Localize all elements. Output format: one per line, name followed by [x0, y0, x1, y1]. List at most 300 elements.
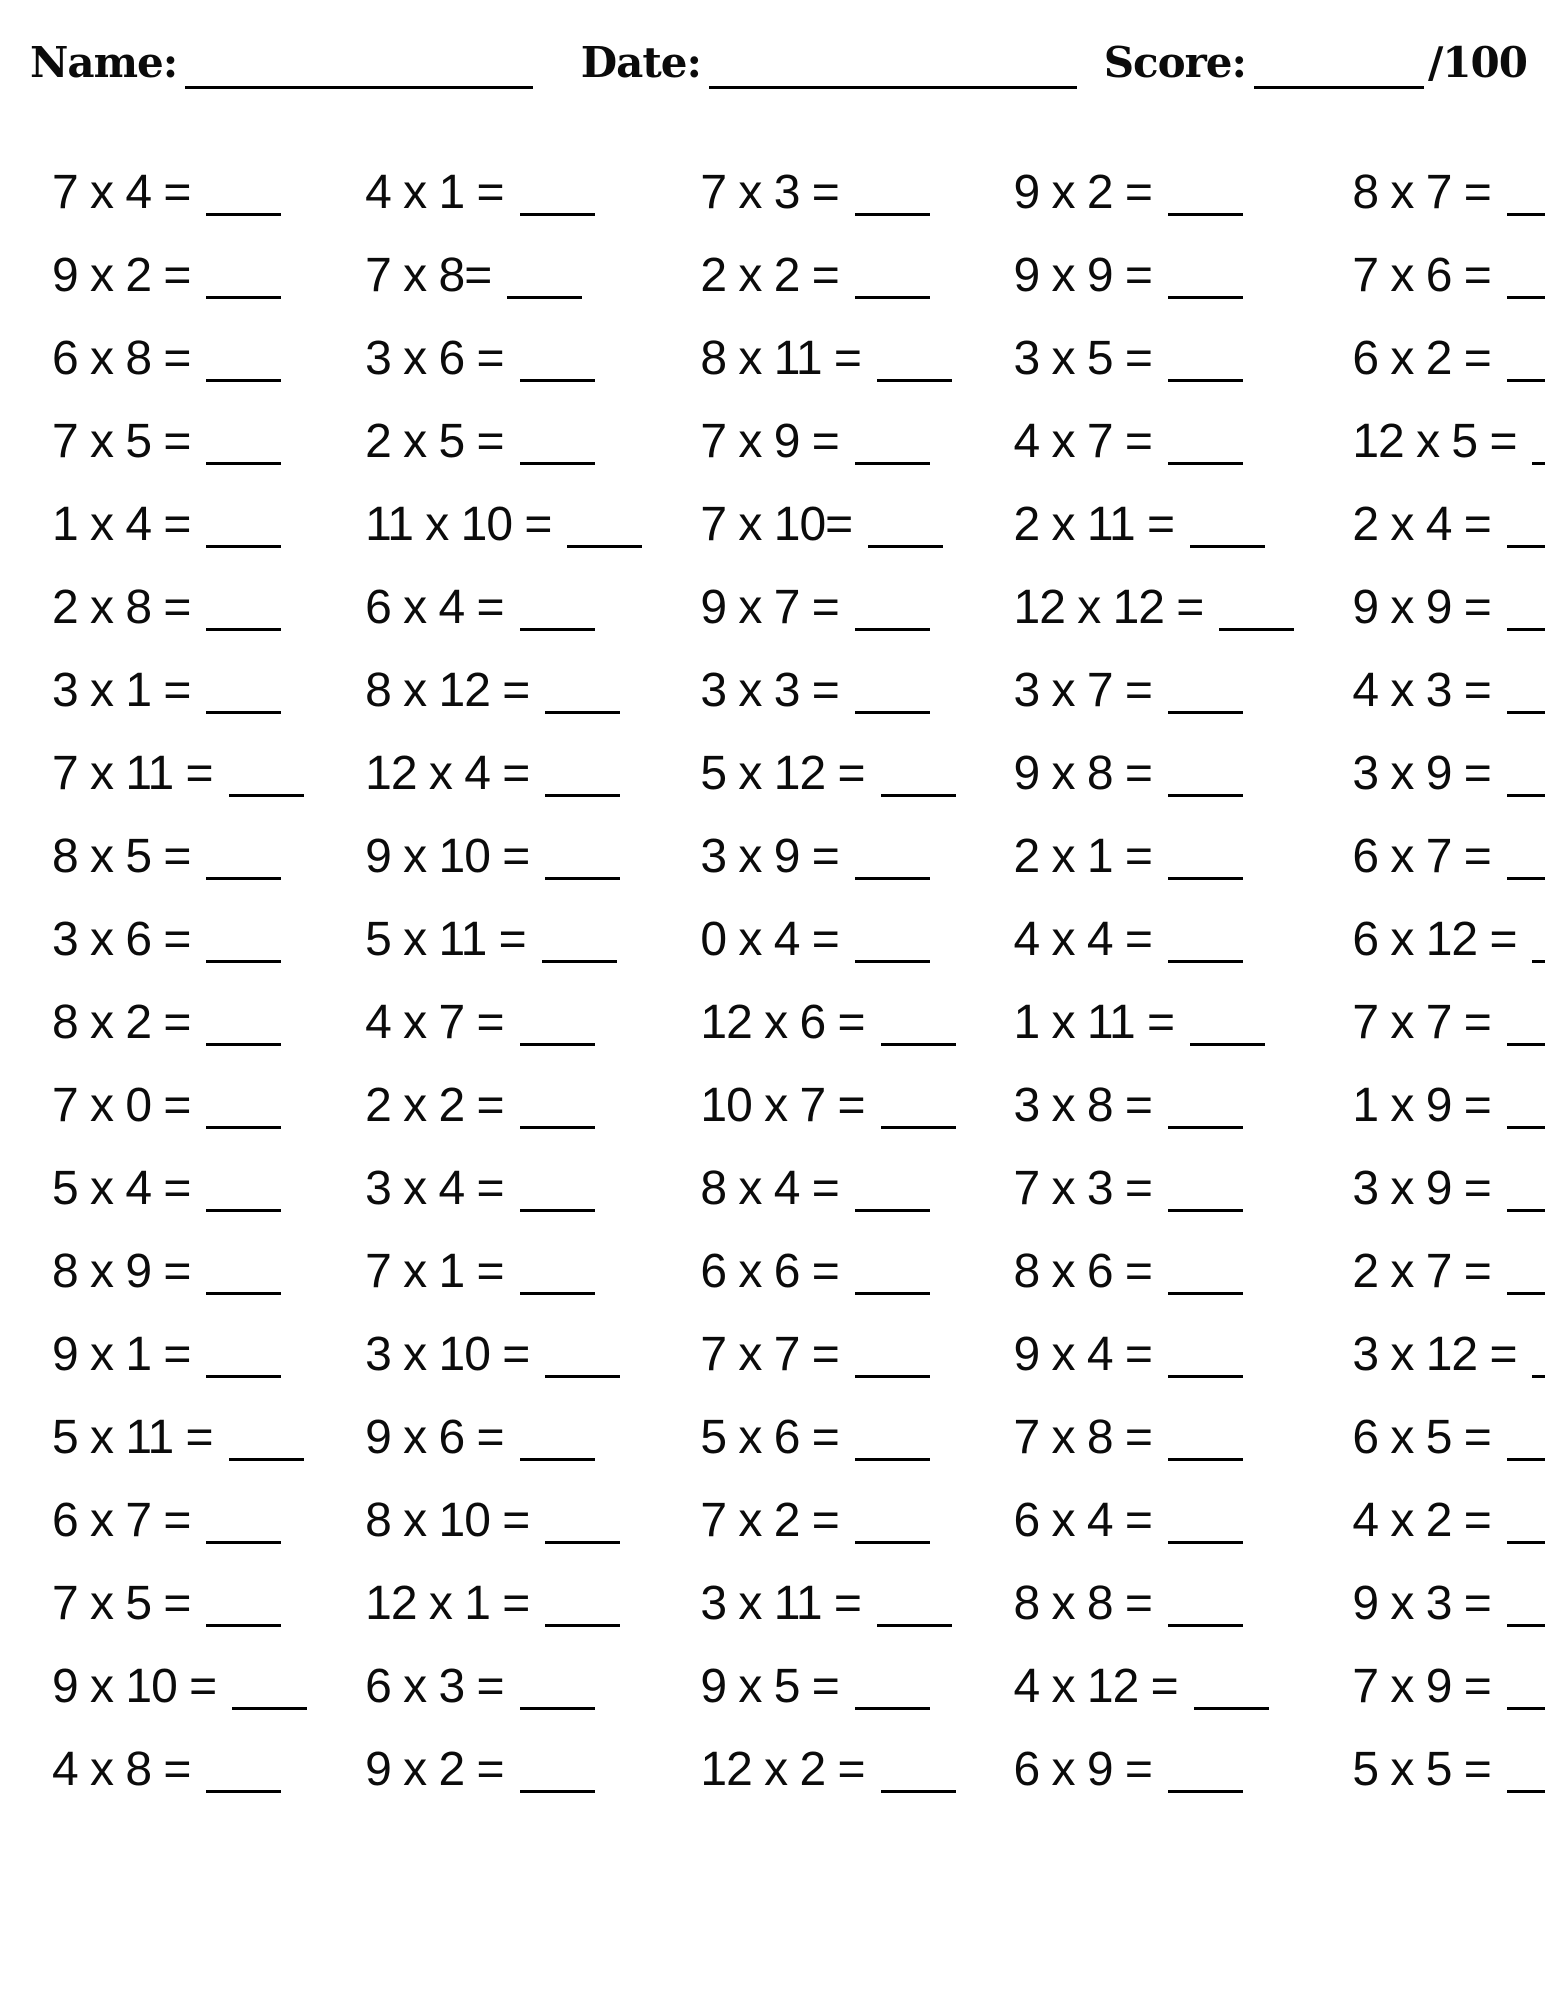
- problem-9-2: [365, 815, 642, 898]
- problem-1-5: [1352, 151, 1545, 234]
- answer-blank[interactable]: [1532, 1375, 1545, 1378]
- problem-expression: 12 x 5 =: [1352, 414, 1517, 468]
- problem-13-5: [1352, 1147, 1545, 1230]
- problem-6-2: [365, 566, 642, 649]
- problem-expression: 9 x 9 =: [1013, 248, 1152, 302]
- problem-expression: 3 x 3 =: [700, 663, 839, 717]
- problem-19-3: [700, 1645, 955, 1728]
- problem-12-5: [1352, 1064, 1545, 1147]
- problem-10-2: [365, 898, 642, 981]
- problem-expression: 6 x 7 =: [52, 1493, 191, 1547]
- problem-18-2: [365, 1562, 642, 1645]
- problem-16-2: [365, 1396, 642, 1479]
- answer-blank[interactable]: [206, 711, 281, 714]
- answer-blank[interactable]: [1507, 1126, 1545, 1129]
- problem-15-4: [1014, 1313, 1295, 1396]
- problem-2-1: [52, 234, 307, 317]
- answer-blank[interactable]: [542, 960, 617, 963]
- answer-blank[interactable]: [855, 213, 930, 216]
- answer-blank[interactable]: [545, 711, 620, 714]
- problem-3-4: [1014, 317, 1295, 400]
- problem-18-4: [1014, 1562, 1295, 1645]
- problem-expression: 7 x 7 =: [1352, 995, 1491, 1049]
- problem-expression: 3 x 1 =: [52, 663, 191, 717]
- problem-7-2: [365, 649, 642, 732]
- problem-8-2: [365, 732, 642, 815]
- problem-expression: 7 x 9 =: [1352, 1659, 1491, 1713]
- answer-blank[interactable]: [206, 1043, 281, 1046]
- problem-expression: 6 x 5 =: [1352, 1410, 1491, 1464]
- problem-8-5: [1352, 732, 1545, 815]
- problem-2-2: [365, 234, 642, 317]
- problem-6-4: [1014, 566, 1295, 649]
- answer-blank[interactable]: [545, 794, 620, 797]
- problem-15-1: [52, 1313, 307, 1396]
- answer-blank[interactable]: [1168, 462, 1243, 465]
- answer-blank[interactable]: [855, 1707, 930, 1710]
- problem-expression: 2 x 4 =: [1352, 497, 1491, 551]
- answer-blank[interactable]: [1507, 1790, 1545, 1793]
- problem-2-3: [700, 234, 955, 317]
- name-label: Name:: [30, 38, 178, 87]
- problem-expression: 7 x 5 =: [52, 1576, 191, 1630]
- answer-blank[interactable]: [855, 960, 930, 963]
- score-label: Score:: [1103, 38, 1246, 87]
- problem-expression: 6 x 4 =: [1013, 1493, 1152, 1547]
- answer-blank[interactable]: [855, 296, 930, 299]
- problem-expression: 7 x 3 =: [700, 165, 839, 219]
- problem-1-3: [700, 151, 955, 234]
- answer-blank[interactable]: [1507, 1707, 1545, 1710]
- problem-expression: 3 x 6 =: [365, 331, 504, 385]
- date-field-group: [581, 38, 1077, 87]
- answer-blank[interactable]: [206, 960, 281, 963]
- problem-17-1: [52, 1479, 307, 1562]
- answer-blank[interactable]: [1507, 1292, 1545, 1295]
- answer-blank[interactable]: [881, 1126, 956, 1129]
- problem-5-1: [52, 483, 307, 566]
- answer-blank[interactable]: [1532, 462, 1545, 465]
- problem-11-4: [1014, 981, 1295, 1064]
- date-label: Date:: [580, 38, 701, 87]
- problem-expression: 9 x 2 =: [1013, 165, 1152, 219]
- problem-15-2: [365, 1313, 642, 1396]
- problem-expression: 5 x 4 =: [52, 1161, 191, 1215]
- problem-expression: 12 x 12 =: [1013, 580, 1204, 634]
- answer-blank[interactable]: [206, 462, 281, 465]
- problem-20-3: [700, 1728, 955, 1811]
- answer-blank[interactable]: [881, 1790, 956, 1793]
- answer-blank[interactable]: [520, 1458, 595, 1461]
- problem-2-4: [1014, 234, 1295, 317]
- problem-5-3: [700, 483, 955, 566]
- problem-10-5: [1352, 898, 1545, 981]
- problem-16-3: [700, 1396, 955, 1479]
- problem-10-1: [52, 898, 307, 981]
- problem-expression: 7 x 10=: [700, 497, 853, 551]
- answer-blank[interactable]: [206, 628, 281, 631]
- problem-expression: 5 x 11 =: [52, 1410, 213, 1464]
- problem-expression: 7 x 7 =: [700, 1327, 839, 1381]
- answer-blank[interactable]: [520, 462, 595, 465]
- problem-16-1: [52, 1396, 307, 1479]
- problem-expression: 7 x 8=: [365, 248, 492, 302]
- answer-blank[interactable]: [855, 711, 930, 714]
- answer-blank[interactable]: [1168, 877, 1243, 880]
- answer-blank[interactable]: [206, 213, 281, 216]
- problem-14-4: [1014, 1230, 1295, 1313]
- problem-expression: 6 x 3 =: [365, 1659, 504, 1713]
- answer-blank[interactable]: [1168, 711, 1243, 714]
- answer-blank[interactable]: [1190, 1043, 1265, 1046]
- problem-expression: 8 x 7 =: [1352, 165, 1491, 219]
- answer-blank[interactable]: [1168, 1375, 1243, 1378]
- problem-expression: 3 x 6 =: [52, 912, 191, 966]
- problem-expression: 3 x 10 =: [365, 1327, 530, 1381]
- problem-20-5: [1352, 1728, 1545, 1811]
- answer-blank[interactable]: [1507, 628, 1545, 631]
- problem-expression: 7 x 1 =: [365, 1244, 504, 1298]
- problem-expression: 1 x 9 =: [1352, 1078, 1491, 1132]
- problem-expression: 2 x 8 =: [52, 580, 191, 634]
- problem-expression: 9 x 2 =: [52, 248, 191, 302]
- answer-blank[interactable]: [545, 1375, 620, 1378]
- problem-6-5: [1352, 566, 1545, 649]
- answer-blank[interactable]: [1190, 545, 1265, 548]
- problem-expression: 11 x 10 =: [365, 497, 552, 551]
- problem-11-1: [52, 981, 307, 1064]
- answer-blank[interactable]: [1168, 213, 1243, 216]
- problem-expression: 3 x 7 =: [1013, 663, 1152, 717]
- answer-blank[interactable]: [877, 379, 952, 382]
- problem-expression: 9 x 6 =: [365, 1410, 504, 1464]
- answer-blank[interactable]: [520, 1292, 595, 1295]
- problem-expression: 6 x 7 =: [1352, 829, 1491, 883]
- answer-blank[interactable]: [229, 794, 304, 797]
- problem-expression: 5 x 12 =: [700, 746, 865, 800]
- problem-expression: 10 x 7 =: [700, 1078, 865, 1132]
- name-field-group: [30, 38, 533, 87]
- problem-expression: 8 x 10 =: [365, 1493, 530, 1547]
- problem-expression: 7 x 5 =: [52, 414, 191, 468]
- problem-expression: 2 x 11 =: [1013, 497, 1175, 551]
- problem-expression: 4 x 1 =: [365, 165, 504, 219]
- problem-3-2: [365, 317, 642, 400]
- date-line[interactable]: [709, 86, 1077, 89]
- answer-blank[interactable]: [1507, 213, 1545, 216]
- answer-blank[interactable]: [545, 877, 620, 880]
- problem-17-3: [700, 1479, 955, 1562]
- problem-19-5: [1352, 1645, 1545, 1728]
- problem-10-4: [1014, 898, 1295, 981]
- answer-blank[interactable]: [206, 379, 281, 382]
- problem-5-5: [1352, 483, 1545, 566]
- problem-16-4: [1014, 1396, 1295, 1479]
- answer-blank[interactable]: [855, 1458, 930, 1461]
- problem-expression: 6 x 8 =: [52, 331, 191, 385]
- answer-blank[interactable]: [881, 1043, 956, 1046]
- problem-8-4: [1014, 732, 1295, 815]
- problem-3-5: [1352, 317, 1545, 400]
- problem-14-1: [52, 1230, 307, 1313]
- answer-blank[interactable]: [232, 1707, 307, 1710]
- problem-expression: 12 x 4 =: [365, 746, 530, 800]
- problem-expression: 5 x 5 =: [1352, 1742, 1491, 1796]
- answer-blank[interactable]: [1168, 1126, 1243, 1129]
- problem-19-1: [52, 1645, 307, 1728]
- answer-blank[interactable]: [206, 1126, 281, 1129]
- problem-12-2: [365, 1064, 642, 1147]
- answer-blank[interactable]: [1168, 379, 1243, 382]
- problem-12-4: [1014, 1064, 1295, 1147]
- problem-8-3: [700, 732, 955, 815]
- problem-expression: 4 x 12 =: [1013, 1659, 1178, 1713]
- problem-expression: 2 x 1 =: [1013, 829, 1152, 883]
- problem-17-4: [1014, 1479, 1295, 1562]
- answer-blank[interactable]: [520, 379, 595, 382]
- problem-expression: 7 x 6 =: [1352, 248, 1491, 302]
- problem-expression: 12 x 2 =: [700, 1742, 865, 1796]
- problem-expression: 7 x 3 =: [1013, 1161, 1152, 1215]
- answer-blank[interactable]: [206, 1541, 281, 1544]
- answer-blank[interactable]: [1194, 1707, 1269, 1710]
- problem-4-3: [700, 400, 955, 483]
- problem-15-3: [700, 1313, 955, 1396]
- answer-blank[interactable]: [1168, 794, 1243, 797]
- answer-blank[interactable]: [206, 877, 281, 880]
- problem-expression: 8 x 8 =: [1013, 1576, 1152, 1630]
- problem-expression: 7 x 9 =: [700, 414, 839, 468]
- answer-blank[interactable]: [206, 1375, 281, 1378]
- problem-expression: 7 x 4 =: [52, 165, 191, 219]
- problem-1-2: [365, 151, 642, 234]
- problem-15-5: [1352, 1313, 1545, 1396]
- answer-blank[interactable]: [1507, 545, 1545, 548]
- worksheet-header: [0, 0, 1545, 87]
- problem-9-4: [1014, 815, 1295, 898]
- problem-3-3: [700, 317, 955, 400]
- problem-19-4: [1014, 1645, 1295, 1728]
- answer-blank[interactable]: [206, 1624, 281, 1627]
- answer-blank[interactable]: [229, 1458, 304, 1461]
- answer-blank[interactable]: [1507, 1043, 1545, 1046]
- problem-13-4: [1014, 1147, 1295, 1230]
- problem-expression: 4 x 8 =: [52, 1742, 191, 1796]
- problem-9-1: [52, 815, 307, 898]
- answer-blank[interactable]: [1168, 1458, 1243, 1461]
- problem-1-4: [1014, 151, 1295, 234]
- problem-17-5: [1352, 1479, 1545, 1562]
- answer-blank[interactable]: [1507, 1624, 1545, 1627]
- problem-expression: 6 x 4 =: [365, 580, 504, 634]
- problem-expression: 9 x 5 =: [700, 1659, 839, 1713]
- problem-expression: 8 x 9 =: [52, 1244, 191, 1298]
- answer-blank[interactable]: [520, 1790, 595, 1793]
- problem-18-1: [52, 1562, 307, 1645]
- problem-expression: 6 x 12 =: [1352, 912, 1517, 966]
- problem-20-1: [52, 1728, 307, 1811]
- answer-blank[interactable]: [855, 628, 930, 631]
- problem-expression: 2 x 2 =: [365, 1078, 504, 1132]
- problem-9-3: [700, 815, 955, 898]
- problem-13-1: [52, 1147, 307, 1230]
- problem-7-1: [52, 649, 307, 732]
- problem-7-3: [700, 649, 955, 732]
- problem-2-5: [1352, 234, 1545, 317]
- answer-blank[interactable]: [206, 296, 281, 299]
- problem-expression: 9 x 10 =: [52, 1659, 217, 1713]
- answer-blank[interactable]: [855, 1292, 930, 1295]
- answer-blank[interactable]: [1507, 379, 1545, 382]
- problem-expression: 8 x 2 =: [52, 995, 191, 1049]
- problem-expression: 4 x 7 =: [365, 995, 504, 1049]
- problem-expression: 3 x 9 =: [700, 829, 839, 883]
- problem-expression: 7 x 11 =: [52, 746, 213, 800]
- answer-blank[interactable]: [855, 877, 930, 880]
- problem-7-4: [1014, 649, 1295, 732]
- problem-expression: 5 x 6 =: [700, 1410, 839, 1464]
- problem-expression: 4 x 3 =: [1352, 663, 1491, 717]
- answer-blank[interactable]: [1219, 628, 1294, 631]
- answer-blank[interactable]: [520, 1209, 595, 1212]
- problem-expression: 8 x 11 =: [700, 331, 861, 385]
- answer-blank[interactable]: [1168, 1624, 1243, 1627]
- problem-1-1: [52, 151, 307, 234]
- problem-4-1: [52, 400, 307, 483]
- answer-blank[interactable]: [545, 1541, 620, 1544]
- problem-13-3: [700, 1147, 955, 1230]
- problem-6-3: [700, 566, 955, 649]
- problem-expression: 3 x 12 =: [1352, 1327, 1517, 1381]
- problem-16-5: [1352, 1396, 1545, 1479]
- answer-blank[interactable]: [1168, 960, 1243, 963]
- answer-blank[interactable]: [520, 1126, 595, 1129]
- score-line[interactable]: [1254, 86, 1424, 89]
- answer-blank[interactable]: [206, 1790, 281, 1793]
- answer-blank[interactable]: [1507, 1541, 1545, 1544]
- problem-expression: 1 x 4 =: [52, 497, 191, 551]
- answer-blank[interactable]: [1168, 1292, 1243, 1295]
- answer-blank[interactable]: [881, 794, 956, 797]
- answer-blank[interactable]: [855, 1209, 930, 1212]
- answer-blank[interactable]: [545, 1624, 620, 1627]
- problem-expression: 4 x 2 =: [1352, 1493, 1491, 1547]
- answer-blank[interactable]: [868, 545, 943, 548]
- problem-expression: 8 x 6 =: [1013, 1244, 1152, 1298]
- problem-11-5: [1352, 981, 1545, 1064]
- problem-expression: 7 x 8 =: [1013, 1410, 1152, 1464]
- problem-expression: 4 x 4 =: [1013, 912, 1152, 966]
- problem-14-2: [365, 1230, 642, 1313]
- answer-blank[interactable]: [520, 1043, 595, 1046]
- answer-blank[interactable]: [206, 1209, 281, 1212]
- problem-expression: 7 x 0 =: [52, 1078, 191, 1132]
- answer-blank[interactable]: [855, 1375, 930, 1378]
- answer-blank[interactable]: [855, 1541, 930, 1544]
- score-field-group: [1104, 38, 1527, 87]
- answer-blank[interactable]: [206, 1292, 281, 1295]
- problem-4-5: [1352, 400, 1545, 483]
- problem-4-4: [1014, 400, 1295, 483]
- problem-17-2: [365, 1479, 642, 1562]
- problem-expression: 8 x 12 =: [365, 663, 530, 717]
- problem-expression: 4 x 7 =: [1013, 414, 1152, 468]
- problem-4-2: [365, 400, 642, 483]
- problem-expression: 7 x 2 =: [700, 1493, 839, 1547]
- problem-expression: 2 x 2 =: [700, 248, 839, 302]
- problem-14-5: [1352, 1230, 1545, 1313]
- problem-expression: 9 x 2 =: [365, 1742, 504, 1796]
- problem-13-2: [365, 1147, 642, 1230]
- problem-11-3: [700, 981, 955, 1064]
- answer-blank[interactable]: [206, 545, 281, 548]
- problem-expression: 0 x 4 =: [700, 912, 839, 966]
- answer-blank[interactable]: [1168, 1209, 1243, 1212]
- problem-11-2: [365, 981, 642, 1064]
- problem-expression: 9 x 8 =: [1013, 746, 1152, 800]
- problem-expression: 9 x 7 =: [700, 580, 839, 634]
- problem-19-2: [365, 1645, 642, 1728]
- problem-expression: 5 x 11 =: [365, 912, 526, 966]
- problem-expression: 2 x 5 =: [365, 414, 504, 468]
- answer-blank[interactable]: [1532, 960, 1545, 963]
- answer-blank[interactable]: [855, 462, 930, 465]
- problem-expression: 9 x 4 =: [1013, 1327, 1152, 1381]
- problem-expression: 12 x 6 =: [700, 995, 865, 1049]
- answer-blank[interactable]: [520, 213, 595, 216]
- problem-expression: 9 x 3 =: [1352, 1576, 1491, 1630]
- answer-blank[interactable]: [1507, 794, 1545, 797]
- answer-blank[interactable]: [1507, 711, 1545, 714]
- answer-blank[interactable]: [567, 545, 642, 548]
- answer-blank[interactable]: [1168, 1541, 1243, 1544]
- answer-blank[interactable]: [1507, 1209, 1545, 1212]
- answer-blank[interactable]: [1507, 296, 1545, 299]
- problem-expression: 9 x 10 =: [365, 829, 530, 883]
- problem-expression: 9 x 9 =: [1352, 580, 1491, 634]
- answer-blank[interactable]: [1168, 296, 1243, 299]
- problem-expression: 6 x 6 =: [700, 1244, 839, 1298]
- answer-blank[interactable]: [507, 296, 582, 299]
- answer-blank[interactable]: [1507, 877, 1545, 880]
- problem-expression: 1 x 11 =: [1013, 995, 1175, 1049]
- problem-expression: 3 x 4 =: [365, 1161, 504, 1215]
- problem-9-5: [1352, 815, 1545, 898]
- score-denominator: /100: [1427, 38, 1527, 87]
- answer-blank[interactable]: [877, 1624, 952, 1627]
- problem-expression: 3 x 9 =: [1352, 746, 1491, 800]
- name-line[interactable]: [185, 86, 533, 89]
- problem-expression: 6 x 2 =: [1352, 331, 1491, 385]
- problem-expression: 3 x 11 =: [700, 1576, 861, 1630]
- problem-8-1: [52, 732, 307, 815]
- problem-expression: 8 x 5 =: [52, 829, 191, 883]
- problem-5-4: [1014, 483, 1295, 566]
- answer-blank[interactable]: [520, 1707, 595, 1710]
- problem-20-2: [365, 1728, 642, 1811]
- problem-expression: 12 x 1 =: [365, 1576, 530, 1630]
- problem-expression: 8 x 4 =: [700, 1161, 839, 1215]
- problem-18-5: [1352, 1562, 1545, 1645]
- problem-expression: 3 x 8 =: [1013, 1078, 1152, 1132]
- answer-blank[interactable]: [520, 628, 595, 631]
- problem-3-1: [52, 317, 307, 400]
- problem-10-3: [700, 898, 955, 981]
- answer-blank[interactable]: [1507, 1458, 1545, 1461]
- answer-blank[interactable]: [1168, 1790, 1243, 1793]
- problem-expression: 3 x 5 =: [1013, 331, 1152, 385]
- problem-12-1: [52, 1064, 307, 1147]
